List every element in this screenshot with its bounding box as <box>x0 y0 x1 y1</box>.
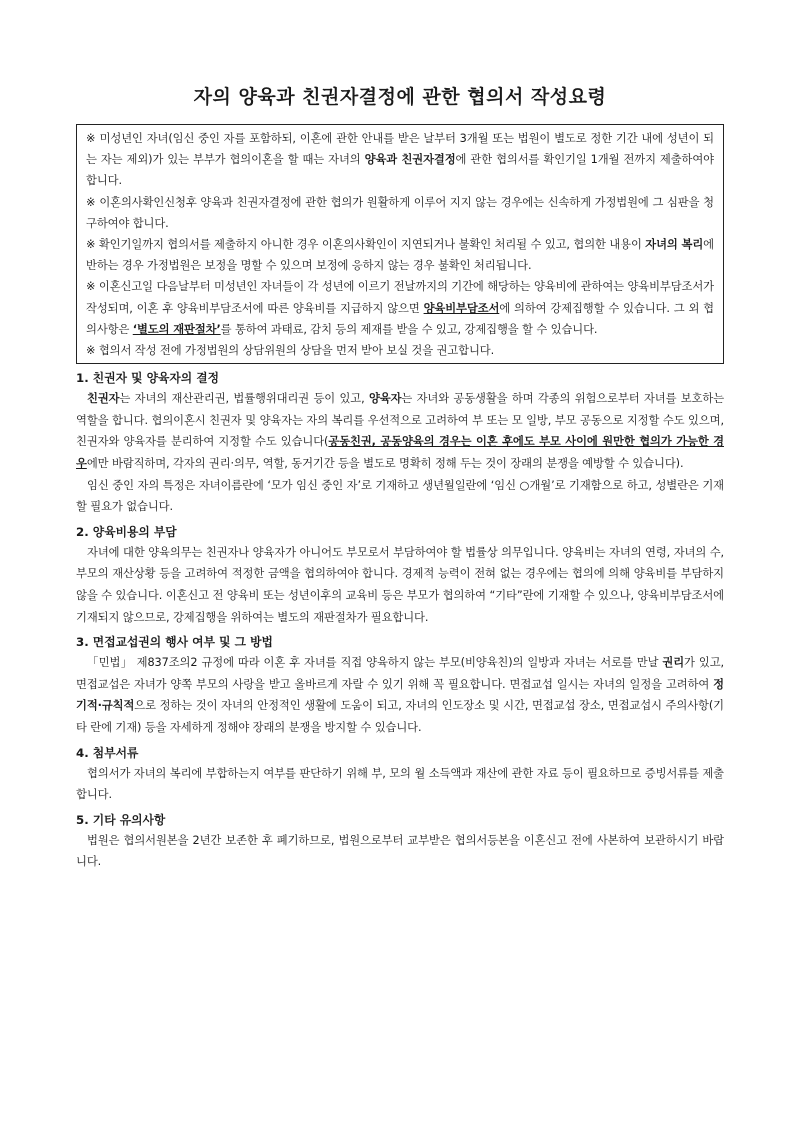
section-other-notes <box>76 810 724 873</box>
term-emphasis: 양육자 <box>368 392 402 406</box>
notice-emphasis: 양육비부담조서 <box>423 301 500 315</box>
section-title: 3. 면접교섭권의 행사 여부 및 그 방법 <box>76 635 273 650</box>
term-emphasis: 공동친권, 공동양육의 경우는 이혼 후에도 부모 사이에 원만한 협의가 가능한 경우 <box>76 435 724 471</box>
notice-item <box>86 128 714 192</box>
section-paragraph: 임신 중인 자의 특정은 자녀이름란에 ‘모가 임신 중인 자’로 기재하고 생년월일란에 ‘임신 ○개월’로 기재함으로 하고, 성별란은 기재할 필요가 없습니다. <box>76 478 724 514</box>
notice-emphasis: 양육과 친권자결정 <box>364 153 456 167</box>
paragraph-text: 「민법」 제837조의2 규정에 따라 이혼 후 자녀를 직접 양육하지 않는 부모(비양육친)의 일방과 자녀는 서로를 만날 <box>87 656 663 670</box>
section-title: 5. 기타 유의사항 <box>76 812 166 827</box>
notice-emphasis: 자녀의 복리 <box>645 238 704 252</box>
section-paragraph <box>76 388 724 474</box>
section-attachments <box>76 743 724 806</box>
notice-text: 에 반하는 경우 가정법원은 보정을 명할 수 있으며 보정에 응하지 않는 경우 불확인 처리됩니다. <box>86 238 714 273</box>
term-emphasis: 친권자 <box>87 392 120 406</box>
section-custody <box>76 368 724 518</box>
notice-text: 에 의하여 강제집행할 수 있습니다. 그 외 협의사항은 <box>86 301 714 336</box>
paragraph-text: 에만 바람직하며, 각자의 권리·의무, 역할, 동거기간 등을 별도로 명확히 정해 두는 것이 장래의 분쟁을 예방할 수 있습니다). <box>86 457 684 471</box>
document-title: 자의 양육과 친권자결정에 관한 협의서 작성요령 <box>193 86 607 108</box>
section-visitation <box>76 632 724 738</box>
section-title: 1. 친권자 및 양육자의 결정 <box>76 371 220 386</box>
paragraph-text: 가 있고, 면접교섭은 자녀가 양쪽 부모의 사랑을 받고 올바르게 자랄 수 있기 위해 꼭 필요합니다. 면접교섭 일시는 자녀의 일정을 고려하여 <box>76 656 724 691</box>
section-title: 2. 양육비용의 부담 <box>76 524 177 539</box>
notice-item: ※ 협의서 작성 전에 가정법원의 상담위원의 상담을 먼저 받아 보실 것을 권고합니다. <box>86 344 495 358</box>
paragraph-text: 는 자녀의 재산관리권, 법률행위대리권 등이 있고, <box>119 392 369 406</box>
notice-text: ※ 미성년인 자녀(임신 중인 자를 포함하되, 이혼에 관한 안내를 받은 날부터 3개월 또는 법원이 별도로 정한 기간 내에 성년이 되는 자는 제외)가 있는 부부가 협의이혼을 할 때는 자녀의 <box>86 132 714 167</box>
paragraph-text: 는 자녀와 공동생활을 하며 각종의 위험으로부터 자녀를 보호하는 역할을 합니다. 협의이혼시 친권자 및 양육자는 자의 복리를 우선적으로 고려하여 부 또는 모 일방, 부모 공동으로 지정할 수도 있으며, 친권자와 양육자를 분리하여 지정할 수도 있습니다( <box>76 392 725 449</box>
section-paragraph: 협의서가 자녀의 복리에 부합하는지 여부를 판단하기 위해 부, 모의 월 소득액과 재산에 관한 자료 등이 필요하므로 증빙서류를 제출합니다. <box>76 766 724 802</box>
term-emphasis: 권리 <box>662 656 685 670</box>
section-paragraph: 자녀에 대한 양육의무는 친권자나 양육자가 아니어도 부모로서 부담하여야 할 법률상 의무입니다. 양육비는 자녀의 연령, 자녀의 수, 부모의 재산상황 등을 고려하여 적정한 금액을 협의하여야 합니다. 경제적 능력이 전혀 없는 경우에는 협의에 의해 양육비를 부담하지 않을 수 있습니다. 이혼신고 전 양육비 또는 성년이후의 교육비 등은 부모가 협의하여 “기타”란에 기재할 수 있으나, 양육비부담조서에 기재되지 않으므로, 강제집행을 위하여는 별도의 재판절차가 필요합니다. <box>76 545 724 624</box>
notice-text: ※ 확인기일까지 협의서를 제출하지 아니한 경우 이혼의사확인이 지연되거나 불확인 처리될 수 있고, 협의한 내용이 <box>86 238 646 252</box>
section-child-support <box>76 522 724 628</box>
notice-emphasis: ‘별도의 재판절차’ <box>132 322 221 336</box>
notice-box <box>76 124 724 364</box>
term-emphasis: 정기적·규칙적 <box>76 677 724 713</box>
notice-text: 를 통하여 과태료, 감치 등의 제재를 받을 수 있고, 강제집행을 할 수 있습니다. <box>220 322 598 336</box>
notice-text: 에 관한 협의서를 확인기일 1개월 전까지 제출하여야 합니다. <box>86 153 714 188</box>
notice-item <box>86 276 714 340</box>
paragraph-text: 으로 정하는 것이 자녀의 안정적인 생활에 도움이 되고, 자녀의 인도장소 및 시간, 면접교섭 장소, 면접교섭시 주의사항(기타 란에 기재) 등을 자세하게 정해야 장래의 분쟁을 방지할 수 있습니다. <box>76 699 724 734</box>
notice-item <box>86 234 714 276</box>
section-paragraph <box>76 652 724 738</box>
section-title: 4. 첨부서류 <box>76 745 139 760</box>
section-paragraph: 법원은 협의서원본을 2년간 보존한 후 폐기하므로, 법원으로부터 교부받은 협의서등본을 이혼신고 전에 사본하여 보관하시기 바랍니다. <box>76 833 724 869</box>
notice-item: ※ 이혼의사확인신청후 양육과 친권자결정에 관한 협의가 원활하게 이루어 지지 않는 경우에는 신속하게 가정법원에 그 심판을 청구하여야 합니다. <box>86 195 714 230</box>
notice-text: ※ 이혼신고일 다음날부터 미성년인 자녀들이 각 성년에 이르기 전날까지의 기간에 해당하는 양육비에 관하여는 양육비부담조서가 작성되며, 이혼 후 양육비부담조서에 따른 양육비를 지급하지 않으면 <box>86 280 714 315</box>
document-page <box>76 84 724 873</box>
